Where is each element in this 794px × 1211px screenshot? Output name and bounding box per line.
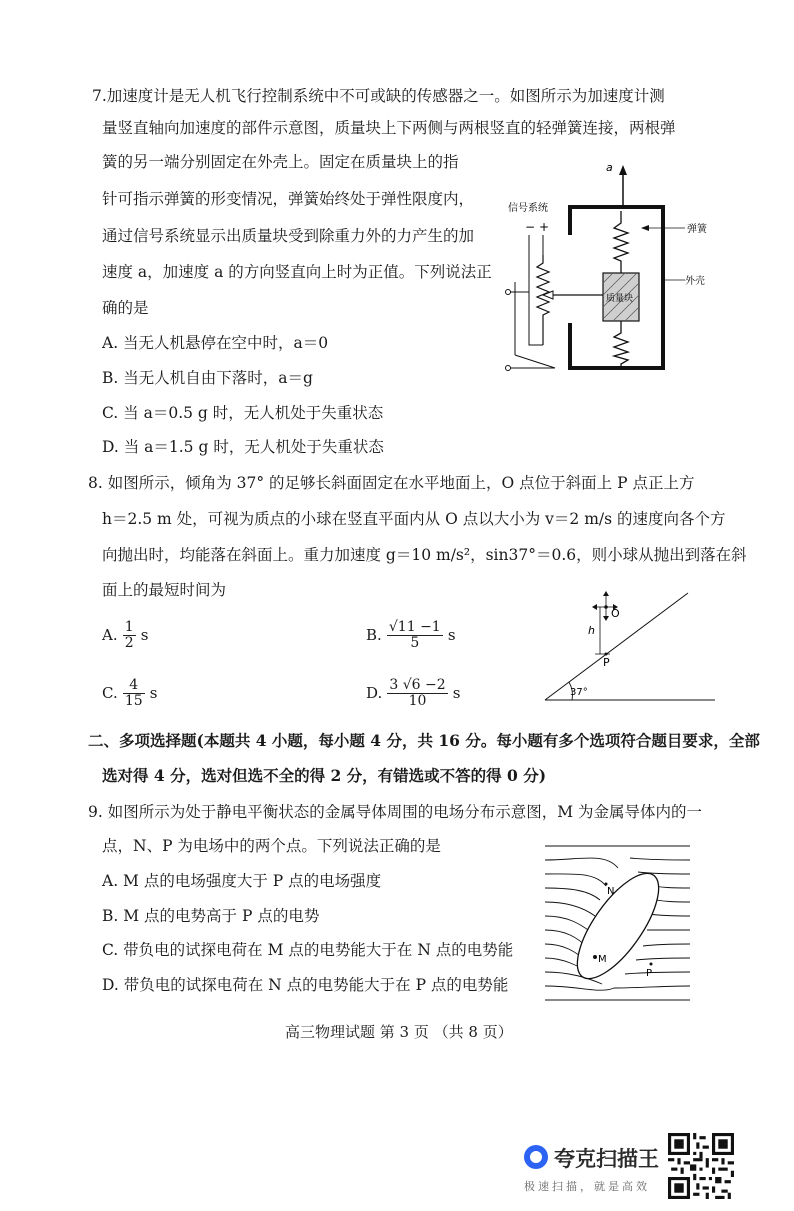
- spring-label: 弹簧: [687, 224, 707, 235]
- q7-line-5: 通过信号系统显示出质量块受到除重力外的力产生的加: [102, 227, 475, 245]
- q9-option-c: C. 带负电的试探电荷在 M 点的电势能大于在 N 点的电势能: [102, 941, 514, 959]
- q7-option-c: C. 当 a＝0.5 g 时，无人机处于失重状态: [102, 404, 384, 422]
- field-lines-figure: [540, 838, 695, 1010]
- conductor: [563, 861, 673, 990]
- section2-line-2: 选对得 4 分，选对但选不全的得 2 分，有错选或不答的得 0 分): [102, 766, 547, 785]
- scanner-slogan: 极速扫描，就是高效: [524, 1180, 650, 1193]
- q9-option-a: A. M 点的电场强度大于 P 点的电场强度: [102, 872, 382, 890]
- q7-option-d: D. 当 a＝1.5 g 时，无人机处于失重状态: [102, 438, 384, 456]
- svg-text:P: P: [603, 656, 610, 669]
- q7-option-b: B. 当无人机自由下落时，a＝g: [102, 369, 313, 387]
- svg-text:37°: 37°: [570, 687, 588, 698]
- q8-line-2: h＝2.5 m 处，可视为质点的小球在竖直平面内从 O 点以大小为 v＝2 m/s 的速度向各个方: [102, 510, 726, 528]
- q8-line-1: 8. 如图所示，倾角为 37° 的足够长斜面固定在水平地面上，O 点位于斜面上 P 点正上方: [88, 474, 695, 492]
- q8-line-3: 向抛出时，均能落在斜面上。重力加速度 g＝10 m/s²，sin37°＝0.6，则小球从抛出到落在斜: [102, 546, 747, 564]
- q8-line-4: 面上的最短时间为: [102, 581, 227, 599]
- q8-option-b: B. $\frac{√11 -1}{5}$ s: [366, 619, 456, 651]
- shell-label: 外壳: [685, 276, 705, 287]
- svg-text:−: −: [525, 220, 536, 234]
- page-footer: 高三物理试题 第 3 页 （共 8 页）: [285, 1023, 513, 1041]
- svg-text:O: O: [611, 607, 620, 620]
- incline-figure: [540, 590, 720, 705]
- q7-line-6: 速度 a，加速度 a 的方向竖直向上时为正值。下列说法正: [102, 263, 492, 281]
- q7-line-3: 簧的另一端分别固定在外壳上。固定在质量块上的指: [102, 153, 459, 171]
- svg-text:N: N: [607, 886, 615, 897]
- scanner-logo-icon: [524, 1145, 548, 1169]
- qr-code-icon: [668, 1133, 734, 1199]
- q9-line-2: 点，N、P 为电场中的两个点。下列说法正确的是: [102, 837, 441, 855]
- svg-text:M: M: [598, 954, 607, 965]
- q8-option-a: A. $\frac{1}{2}$ s: [102, 619, 149, 651]
- svg-text:h: h: [588, 624, 595, 637]
- q7-option-a: A. 当无人机悬停在空中时，a＝0: [102, 334, 329, 352]
- q7-line-1: 7.加速度计是无人机飞行控制系统中不可或缺的传感器之一。如图所示为加速度计测: [92, 87, 665, 105]
- accelerometer-figure: [495, 155, 720, 380]
- q7-line-4: 针可指示弹簧的形变情况，弹簧始终处于弹性限度内，: [102, 190, 475, 208]
- q8-option-d: D. $\frac{3 √6 -2}{10}$ s: [366, 677, 461, 709]
- mass-label: 质量块: [606, 294, 634, 304]
- a-label: a: [606, 161, 613, 174]
- signal-label: 信号系统: [508, 203, 548, 214]
- svg-text:P: P: [646, 968, 653, 979]
- svg-text:+: +: [539, 220, 550, 234]
- q9-option-d: D. 带负电的试探电荷在 N 点的电势能大于在 P 点的电势能: [102, 976, 509, 994]
- scanner-brand: 夸克扫描王: [554, 1147, 659, 1171]
- section2-line-1: 二、多项选择题(本题共 4 小题，每小题 4 分，共 16 分。每小题有多个选项符合题目要求，全部: [88, 731, 760, 750]
- q9-line-1: 9. 如图所示为处于静电平衡状态的金属导体周围的电场分布示意图，M 为金属导体内的一: [88, 803, 703, 821]
- q7-line-2: 量竖直轴向加速度的部件示意图，质量块上下两侧与两根竖直的轻弹簧连接，两根弹: [102, 119, 676, 137]
- q9-option-b: B. M 点的电势高于 P 点的电势: [102, 907, 320, 925]
- q7-line-7: 确的是: [102, 299, 149, 317]
- q8-option-c: C. $\frac{4}{15}$ s: [102, 677, 158, 709]
